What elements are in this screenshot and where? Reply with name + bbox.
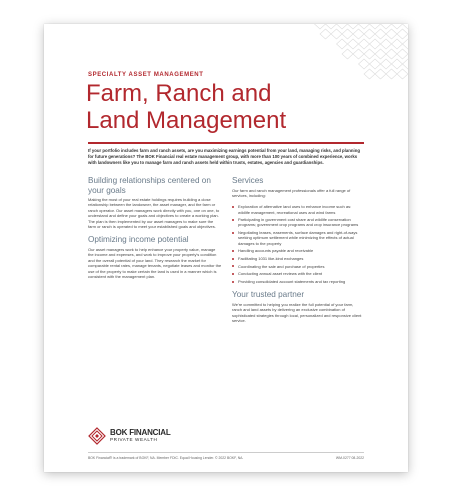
paragraph-services-intro: Our farm and ranch management professionals offer a full range of services, including: [232,187,351,198]
pattern-diamond [370,39,381,49]
footer-document-code: WM-0277 08-2022 [335,456,364,460]
decorative-pattern [298,24,408,84]
list-item: Handling accounts payable and receivable [232,248,364,253]
pattern-diamond [337,24,348,29]
pattern-diamond [342,49,353,59]
pattern-diamond [359,24,370,29]
pattern-diamond [375,69,386,79]
list-item: Participating in government cost share and wildlife conservation programs; government crop programs and crop insurance programs [232,217,364,227]
pattern-diamond [397,69,408,79]
list-item: Providing consolidated account statements and tax reporting [232,279,364,284]
list-item: Facilitating 1031 like-kind exchanges [232,256,364,261]
paragraph-optimizing-income: Our asset managers work to help enhance your property value, manage the income and expenses, and work to improve your property's condition and the overall potential of your land. They research the market for comparable rental rates, manage tenants, negotiate leases and monitor the use of the property to make certain the land is used in a manner which is consistent with the management plan. [88,246,222,279]
pattern-diamond [364,69,375,79]
pattern-diamond [397,49,408,59]
logo-subtitle: PRIVATE WEALTH [110,437,158,442]
pattern-diamond [353,29,364,39]
pattern-diamond [386,49,397,59]
pattern-diamond [381,39,392,49]
pattern-diamond [326,24,337,29]
pattern-diamond [403,24,409,29]
pattern-diamond [359,59,370,69]
pattern-diamond [375,29,386,39]
left-column [88,176,222,285]
section-eyebrow: SPECIALTY ASSET MANAGEMENT [88,72,204,78]
pattern-diamond [353,49,364,59]
pattern-diamond [348,39,359,49]
pattern-diamond [315,24,326,29]
pattern-diamond [386,69,397,79]
pattern-diamond [386,29,397,39]
list-item: Exploration of alternative land uses to enhance income such as: wildlife management, recreational uses and wind farms [232,204,364,214]
footer-disclaimer: BOK Financial® is a trademark of BOKF, NA. Member FDIC. Equal Housing Lender. © 2022 BOKF, NA. [88,456,244,460]
pattern-diamond [331,29,342,39]
list-item: Coordinating the sale and purchase of properties [232,264,364,269]
footer-divider [88,452,364,453]
document-page [44,24,408,472]
pattern-diamond [403,59,409,69]
bok-financial-logo [88,424,171,448]
title-line-1: Farm, Ranch and [86,80,272,107]
pattern-diamond [403,39,409,49]
services-list [232,204,364,284]
pattern-diamond [370,24,381,29]
list-item: Negotiating leases, easements, surface damages and right-of-ways seeking optimum settlement while minimizing the effects of actual damages to the property [232,230,364,246]
title-divider [88,142,364,144]
logo-wordmark: BOK FINANCIAL [110,428,171,437]
pattern-diamond [364,49,375,59]
pattern-diamond [381,59,392,69]
pattern-diamond [359,39,370,49]
pattern-diamond [381,24,392,29]
paragraph-building-relationships: Making the most of your real estate holdings requires building a close relationship between the landowner, the asset manager, and the farm or ranch operator. Our asset managers work directly with you, one on one, to understand and define your goals and objectives to create a working plan. The plan is then implemented by our asset managers to make sure the farm or ranch is operated to meet your established goals and objectives. [88,197,220,230]
pattern-diamond [348,24,359,29]
pattern-diamond [320,29,331,39]
heading-building-relationships: Building relationships centered on your goals [88,176,211,195]
paragraph-trusted-partner: We're committed to helping you realize the full potential of your farm, ranch and land assets by delivering an exclusive combination of sophisticated strategies through local, personalized and responsive client service. [232,301,362,323]
pattern-diamond [392,24,403,29]
heading-trusted-partner: Your trusted partner [232,290,305,300]
intro-paragraph: If your portfolio includes farm and ranch assets, are you maximizing earnings potential from your land, managing risks, and planning for future generations? The BOK Financial real estate management group, with more than 100 years of combined experience, works with landowners like you to manage farm and ranch assets held within trusts, estates, agencies and guardianships. [88,148,360,165]
heading-services: Services [232,176,264,185]
pattern-diamond [392,59,403,69]
pattern-diamond [342,29,353,39]
pattern-diamond [370,59,381,69]
bok-logo-mark-icon [88,427,106,445]
document-title [86,80,386,134]
pattern-diamond [392,39,403,49]
pattern-diamond [337,39,348,49]
title-line-2: Land Management [86,107,287,134]
list-item: Conducting annual asset reviews with the client [232,271,364,276]
pattern-diamond [364,29,375,39]
heading-optimizing-income: Optimizing income potential [88,235,189,245]
pattern-diamond [397,29,408,39]
pattern-diamond [375,49,386,59]
right-column [232,176,364,329]
